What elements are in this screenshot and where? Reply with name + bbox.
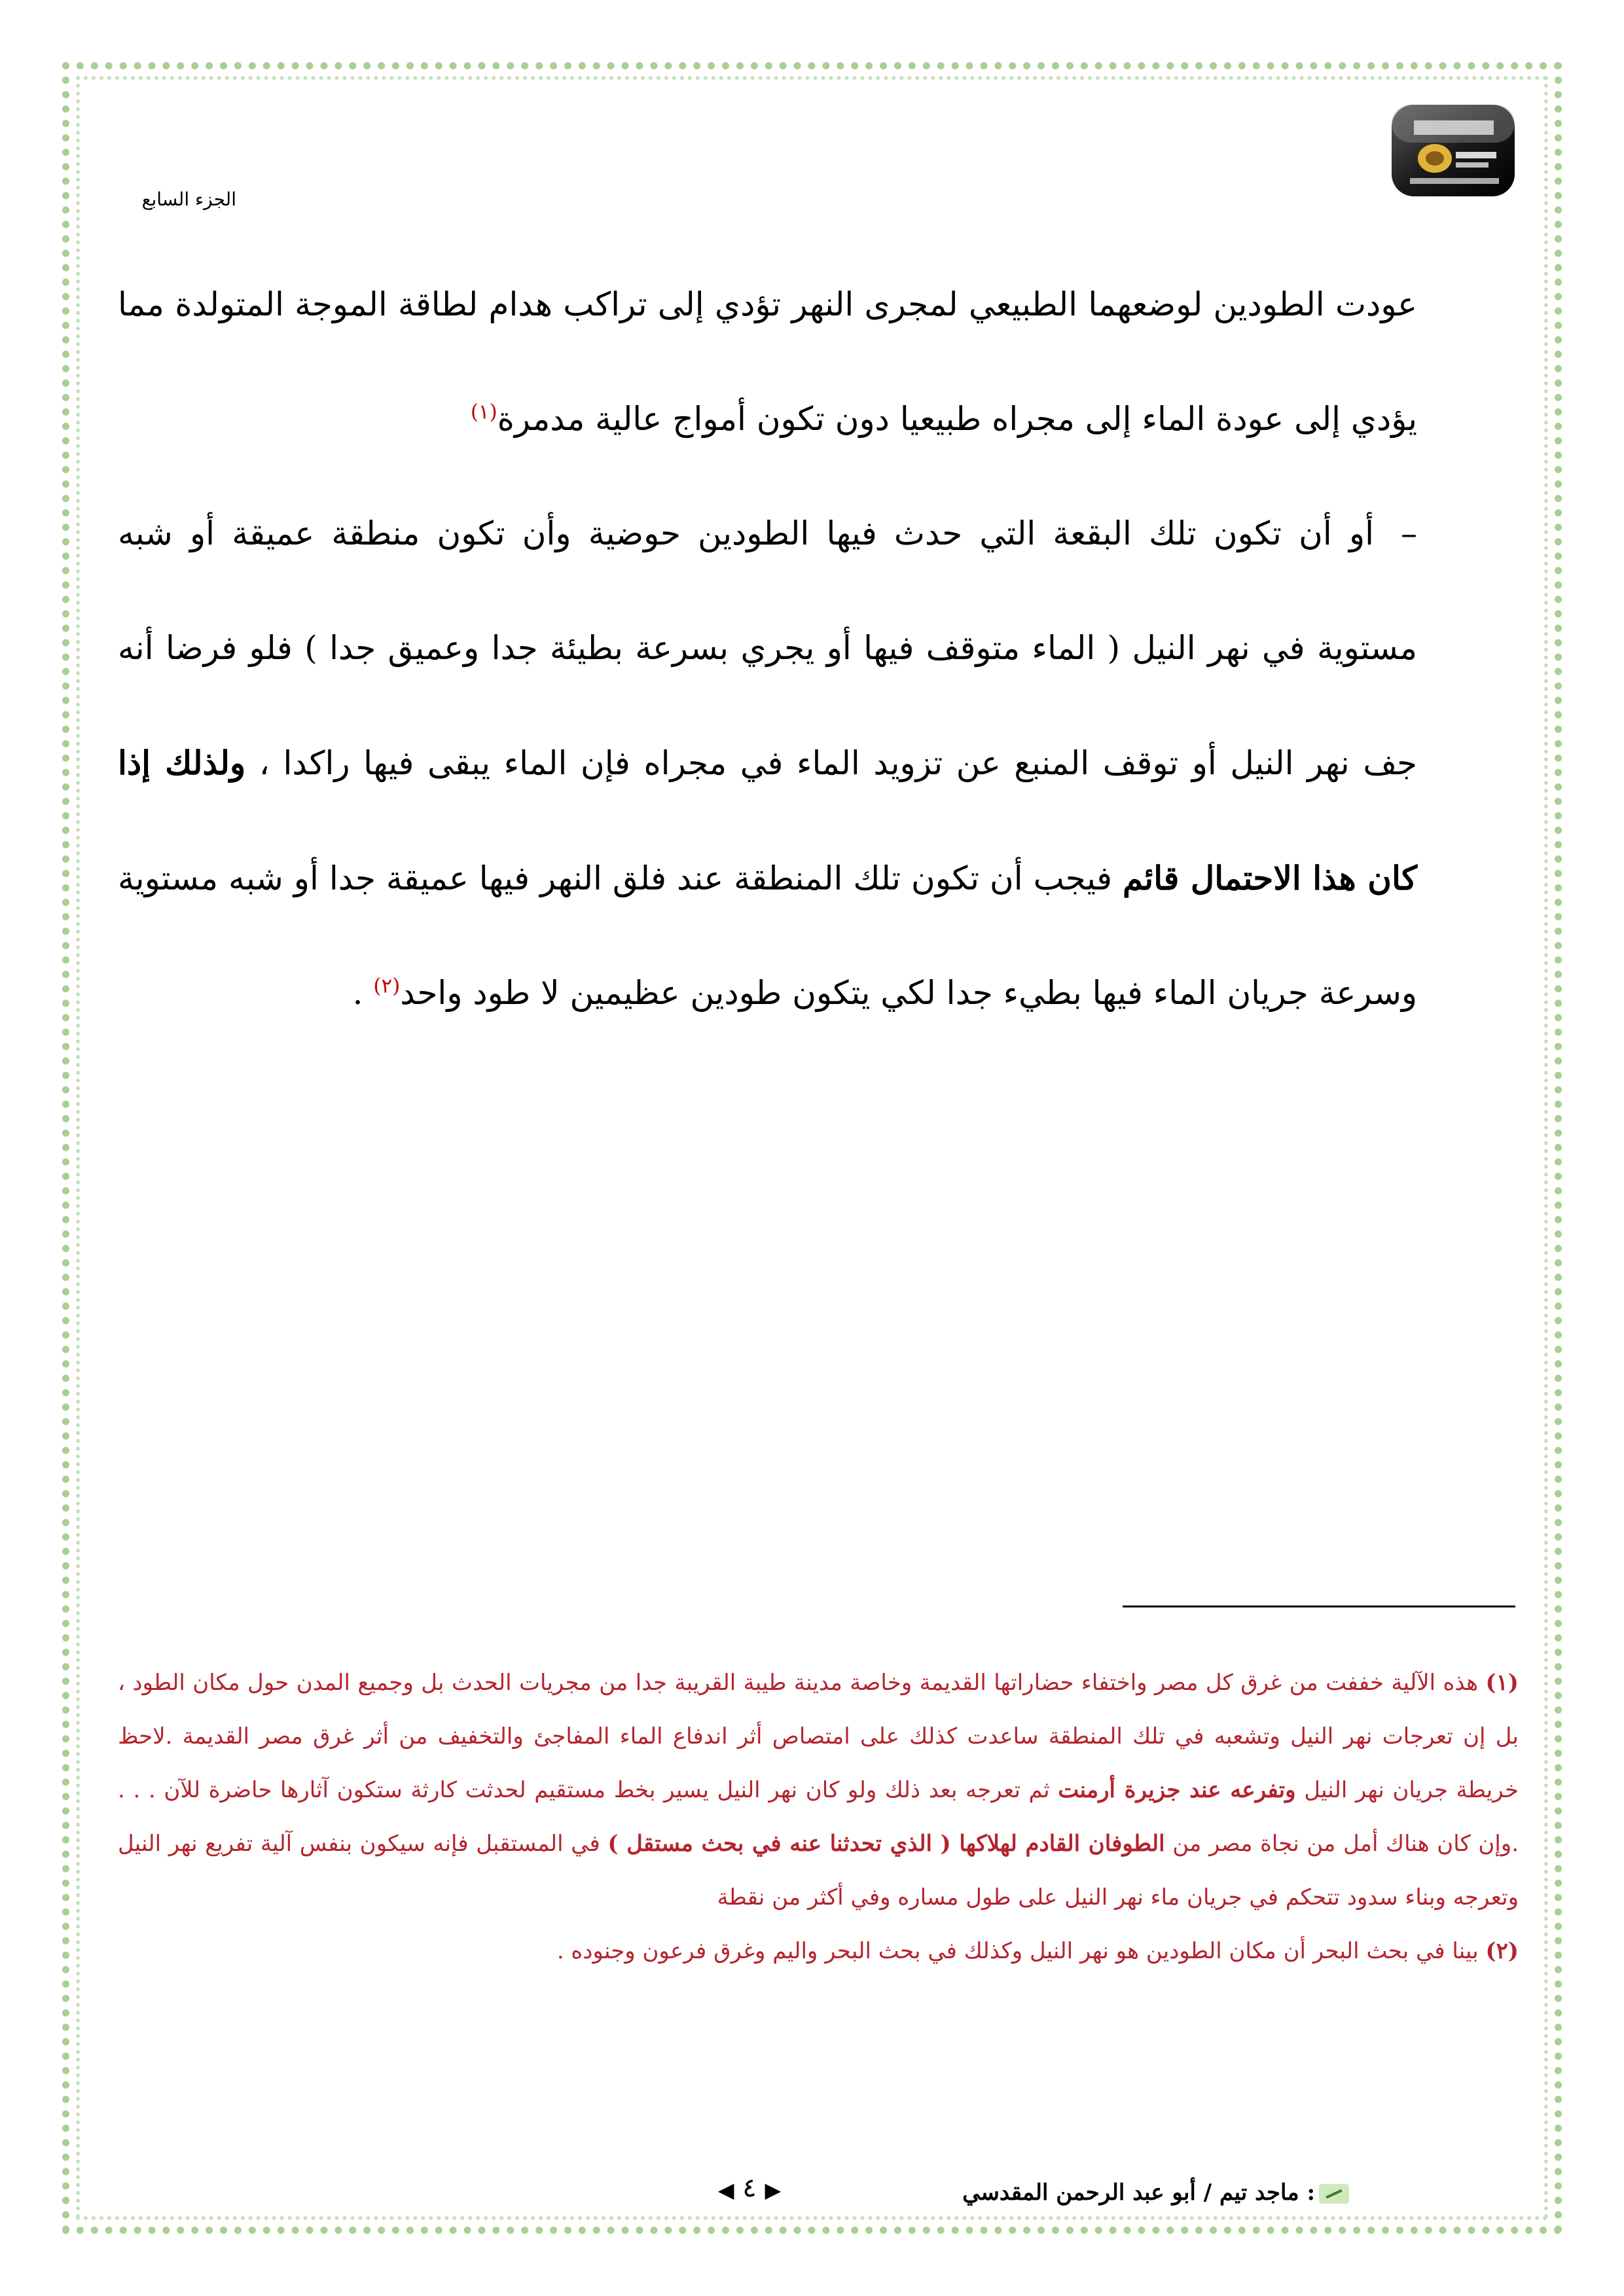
continued-paragraph	[118, 247, 1417, 476]
page-number: ٤	[742, 2173, 757, 2203]
footnote-2	[118, 1924, 1519, 1978]
main-text	[118, 247, 1417, 1050]
footnotes	[118, 1656, 1519, 1978]
part-label: الجزء السابع	[141, 188, 236, 210]
footnote-1-bold-b: الطوفان القادم لهلاكها ( الذي تحدثنا عنه في بحث مستقل )	[607, 1831, 1165, 1857]
body-line-2: عودة الماء إلى مجراه طبيعيا دون تكون أمواج عالية مدمرة	[497, 400, 1284, 438]
footnote-1	[118, 1656, 1519, 1924]
footnote-1-number: (١)	[1485, 1670, 1519, 1696]
bullet-paragraph	[118, 476, 1417, 1050]
pen-icon	[1319, 2184, 1349, 2204]
footnote-2-number: (٢)	[1485, 1938, 1519, 1964]
bullet-dash: –	[1401, 514, 1417, 552]
bullet-text-part-1: أو أن تكون تلك البقعة التي حدث فيها الطودين حوضية وأن تكون منطقة عميقة أو شبه مستوية في نهر النيل ( الماء متوقف فيها أو يجري بسرعة بطيئة جدا وعميق جدا ) فلو فرضا أنه جف نهر النيل أو توقف المنبع عن تزويد الماء في مجراه فإن الماء يبقى فيها راكدا ،	[118, 514, 1417, 782]
bullet-text-part-2: فيجب أن تكون تلك المنطقة عند فلق النهر فيها عميقة جدا أو شبه مستوية وسرعة جريان الماء فيها بطيء جدا لكي يتكون طودين عظيمين لا طود واحد	[118, 859, 1417, 1012]
footnote-separator	[1123, 1605, 1515, 1607]
footnote-1-text-b: ثم تعرجه بعد ذلك ولو كان نهر النيل يسير بخط مستقيم لحدثت كارثة ستكون آثارها حاضرة للآن . . . .وإن كان هناك أمل من نجاة مصر من	[118, 1777, 1519, 1857]
body-line-1: عودت الطودين لوضعهما الطبيعي لمجرى النهر تؤدي إلى تراكب هدام لطاقة الموجة المتولدة مما يؤدي إلى	[118, 285, 1417, 438]
footnote-1-text-a: هذه الآلية خففت من غرق كل مصر واختفاء حضاراتها القديمة وخاصة مدينة طيبة القريبة جدا من مجريات الحدث بل وجميع المدن حول مكان الطود ، بل إن تعرجات نهر النيل وتشعبه في تلك المنطقة ساعدت كذلك على امتصاص أثر اندفاع الماء المفاجئ والتخفيف من أثر غرق مصر القديمة .لاحظ خريطة جريان نهر النيل	[118, 1670, 1519, 1803]
site-logo	[1388, 98, 1519, 203]
author-credit	[962, 2176, 1349, 2209]
next-page-arrow-icon[interactable]: ▶	[765, 2178, 782, 2202]
emphasis-text: ولذلك إذا كان هذا الاحتمال قائم	[118, 744, 1418, 897]
bullet-text-end: .	[352, 974, 374, 1012]
author-name: : ماجد تيم / أبو عبد الرحمن المقدسي	[962, 2179, 1315, 2206]
footnote-1-text-c: في المستقبل فإنه سيكون بنفس آلية تفريع نهر النيل وتعرجه وبناء سدود تتحكم في جريان ماء نهر النيل على طول مساره وفي أكثر من نقطة	[118, 1831, 1519, 1910]
page-navigation	[684, 2172, 815, 2204]
footnote-1-bold-a: وتفرعه عند جزيرة أرمنت	[1058, 1777, 1296, 1803]
prev-page-arrow-icon[interactable]: ◀	[717, 2178, 734, 2202]
footnote-2-text: بينا في بحث البحر أن مكان الطودين هو نهر النيل وكذلك في بحث البحر واليم وغرق فرعون وجنوده .	[556, 1938, 1479, 1964]
footnote-ref-1[interactable]: (١)	[470, 400, 497, 424]
footnote-ref-2[interactable]: (٢)	[373, 974, 401, 998]
